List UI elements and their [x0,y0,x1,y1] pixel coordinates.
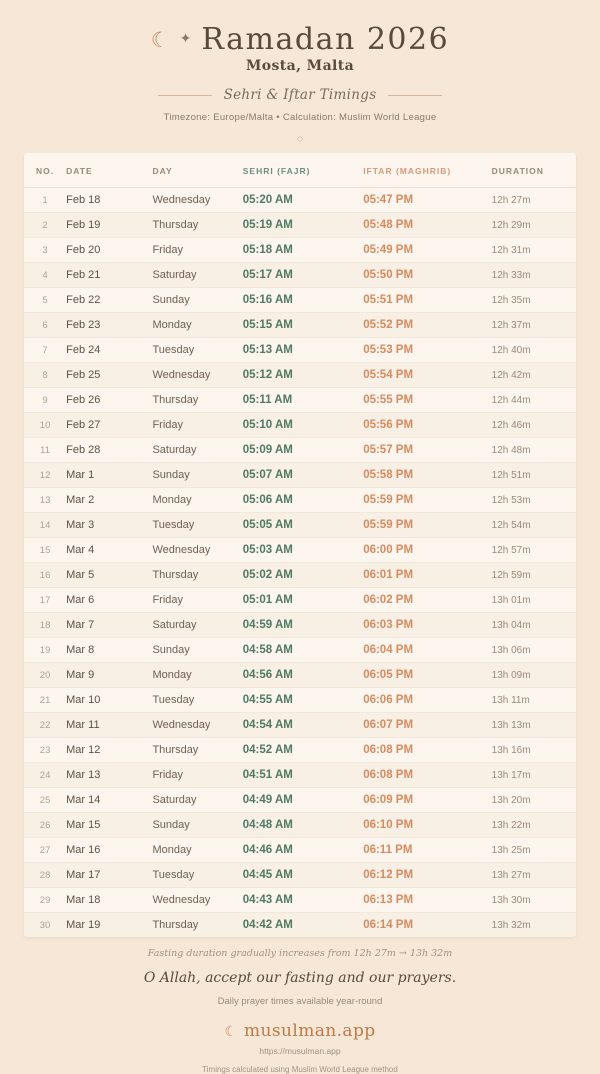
table-row [24,913,576,938]
column-header-day: DAY [152,153,242,188]
table-row [24,463,576,488]
row-date: Mar 14 [66,788,152,813]
row-duration: 12h 59m [492,563,576,588]
row-number: 18 [24,613,66,638]
row-day: Sunday [152,463,242,488]
row-sehri-time: 05:15 AM [243,313,363,338]
row-number: 10 [24,413,66,438]
row-day: Tuesday [152,513,242,538]
table-row [24,663,576,688]
row-duration: 13h 27m [492,863,576,888]
row-duration: 13h 09m [492,663,576,688]
row-day: Wednesday [152,538,242,563]
row-day: Monday [152,838,242,863]
row-sehri-time: 05:19 AM [243,213,363,238]
table-body [24,188,576,938]
row-day: Sunday [152,813,242,838]
row-sehri-time: 05:01 AM [243,588,363,613]
row-duration: 13h 11m [492,688,576,713]
row-sehri-time: 04:43 AM [243,888,363,913]
row-number: 27 [24,838,66,863]
row-number: 13 [24,488,66,513]
row-iftar-time: 06:08 PM [363,763,491,788]
table-row [24,413,576,438]
row-number: 22 [24,713,66,738]
row-day: Friday [152,588,242,613]
row-date: Mar 8 [66,638,152,663]
row-date: Mar 17 [66,863,152,888]
row-sehri-time: 05:06 AM [243,488,363,513]
row-iftar-time: 06:13 PM [363,888,491,913]
row-day: Friday [152,413,242,438]
dua-text: O Allah, accept our fasting and our prayers. [143,970,457,986]
row-day: Tuesday [152,688,242,713]
row-iftar-time: 06:07 PM [363,713,491,738]
row-sehri-time: 05:12 AM [243,363,363,388]
row-date: Mar 12 [66,738,152,763]
row-day: Sunday [152,638,242,663]
table-row [24,538,576,563]
row-sehri-time: 05:03 AM [243,538,363,563]
row-sehri-time: 05:05 AM [243,513,363,538]
row-iftar-time: 05:52 PM [363,313,491,338]
row-iftar-time: 05:53 PM [363,338,491,363]
row-number: 20 [24,663,66,688]
row-date: Mar 7 [66,613,152,638]
row-iftar-time: 05:47 PM [363,188,491,213]
row-number: 12 [24,463,66,488]
row-date: Mar 2 [66,488,152,513]
row-day: Saturday [152,788,242,813]
row-number: 15 [24,538,66,563]
row-day: Sunday [152,288,242,313]
row-day: Wednesday [152,188,242,213]
row-iftar-time: 06:00 PM [363,538,491,563]
row-number: 8 [24,363,66,388]
row-day: Friday [152,238,242,263]
row-date: Mar 10 [66,688,152,713]
row-duration: 13h 01m [492,588,576,613]
table-row [24,638,576,663]
row-duration: 12h 46m [492,413,576,438]
row-sehri-time: 04:59 AM [243,613,363,638]
row-day: Monday [152,488,242,513]
column-header-duration: DURATION [492,153,576,188]
row-number: 3 [24,238,66,263]
row-duration: 13h 13m [492,713,576,738]
row-date: Feb 22 [66,288,152,313]
row-day: Wednesday [152,713,242,738]
row-duration: 13h 06m [492,638,576,663]
row-number: 2 [24,213,66,238]
row-date: Mar 9 [66,663,152,688]
table-row [24,738,576,763]
page-title: Ramadan 2026 [201,22,450,57]
table-row [24,713,576,738]
row-duration: 13h 20m [492,788,576,813]
row-date: Mar 19 [66,913,152,938]
location-label: Mosta, Malta [245,58,355,74]
row-duration: 12h 54m [492,513,576,538]
row-date: Mar 1 [66,463,152,488]
page-header [24,0,576,143]
row-sehri-time: 05:17 AM [243,263,363,288]
row-number: 5 [24,288,66,313]
row-iftar-time: 05:55 PM [363,388,491,413]
brand-row[interactable] [24,1021,576,1041]
row-number: 16 [24,563,66,588]
row-duration: 12h 29m [492,213,576,238]
row-day: Saturday [152,613,242,638]
row-number: 14 [24,513,66,538]
row-date: Mar 5 [66,563,152,588]
row-number: 23 [24,738,66,763]
timings-table-card [24,153,576,937]
row-iftar-time: 05:59 PM [363,488,491,513]
crescent-moon-icon: ☾ [150,29,170,52]
column-header-no: NO. [24,153,66,188]
row-sehri-time: 04:56 AM [243,663,363,688]
row-date: Feb 18 [66,188,152,213]
table-row [24,363,576,388]
row-number: 29 [24,888,66,913]
row-sehri-time: 04:46 AM [243,838,363,863]
row-sehri-time: 04:54 AM [243,713,363,738]
row-date: Mar 16 [66,838,152,863]
row-number: 6 [24,313,66,338]
row-date: Mar 3 [66,513,152,538]
column-header-iftar: IFTAR (MAGHRIB) [363,153,491,188]
row-date: Mar 11 [66,713,152,738]
row-iftar-time: 06:02 PM [363,588,491,613]
row-day: Thursday [152,738,242,763]
row-duration: 12h 27m [492,188,576,213]
table-row [24,513,576,538]
row-iftar-time: 05:51 PM [363,288,491,313]
table-row [24,238,576,263]
row-date: Feb 20 [66,238,152,263]
row-duration: 12h 31m [492,238,576,263]
row-duration: 12h 35m [492,288,576,313]
row-duration: 13h 17m [492,763,576,788]
row-iftar-time: 06:12 PM [363,863,491,888]
row-sehri-time: 05:13 AM [243,338,363,363]
table-row [24,613,576,638]
brand-crescent-moon-icon: ☾ [224,1023,238,1039]
row-iftar-time: 05:54 PM [363,363,491,388]
diamond-ornament-icon: ◇ [296,134,304,143]
table-header [24,153,576,188]
row-iftar-time: 06:03 PM [363,613,491,638]
timings-table [24,153,576,937]
row-number: 21 [24,688,66,713]
row-date: Feb 19 [66,213,152,238]
row-sehri-time: 04:58 AM [243,638,363,663]
row-sehri-time: 04:48 AM [243,813,363,838]
row-day: Wednesday [152,888,242,913]
row-duration: 13h 25m [492,838,576,863]
row-iftar-time: 06:10 PM [363,813,491,838]
duration-note: Fasting duration gradually increases from 12h 27m → 13h 32m [147,948,453,959]
row-day: Tuesday [152,338,242,363]
table-row [24,438,576,463]
row-iftar-time: 05:57 PM [363,438,491,463]
row-date: Mar 6 [66,588,152,613]
row-iftar-time: 06:01 PM [363,563,491,588]
row-iftar-time: 06:06 PM [363,688,491,713]
row-day: Wednesday [152,363,242,388]
table-row [24,688,576,713]
row-day: Saturday [152,438,242,463]
row-iftar-time: 06:11 PM [363,838,491,863]
row-day: Thursday [152,563,242,588]
table-row [24,563,576,588]
row-number: 1 [24,188,66,213]
table-row [24,588,576,613]
row-date: Mar 18 [66,888,152,913]
star-icon: ✦ [179,29,192,46]
row-sehri-time: 04:49 AM [243,788,363,813]
row-number: 19 [24,638,66,663]
row-day: Saturday [152,263,242,288]
row-day: Thursday [152,913,242,938]
row-day: Thursday [152,213,242,238]
row-date: Mar 13 [66,763,152,788]
row-date: Feb 23 [66,313,152,338]
row-day: Tuesday [152,863,242,888]
table-row [24,788,576,813]
row-duration: 12h 33m [492,263,576,288]
row-sehri-time: 05:02 AM [243,563,363,588]
row-number: 9 [24,388,66,413]
row-iftar-time: 05:49 PM [363,238,491,263]
row-sehri-time: 05:09 AM [243,438,363,463]
row-sehri-time: 05:20 AM [243,188,363,213]
table-row [24,488,576,513]
row-iftar-time: 05:48 PM [363,213,491,238]
row-number: 26 [24,813,66,838]
divider-right [388,95,442,96]
row-iftar-time: 06:08 PM [363,738,491,763]
row-iftar-time: 06:09 PM [363,788,491,813]
row-sehri-time: 04:52 AM [243,738,363,763]
row-number: 7 [24,338,66,363]
table-row [24,838,576,863]
row-duration: 12h 53m [492,488,576,513]
table-row [24,288,576,313]
column-header-sehri: SEHRI (FAJR) [243,153,363,188]
row-duration: 12h 44m [492,388,576,413]
row-date: Feb 26 [66,388,152,413]
row-duration: 12h 48m [492,438,576,463]
table-row [24,213,576,238]
row-date: Mar 4 [66,538,152,563]
row-duration: 13h 16m [492,738,576,763]
table-row [24,388,576,413]
table-row [24,763,576,788]
subtitle: Sehri & Iftar Timings [223,87,377,103]
row-sehri-time: 04:55 AM [243,688,363,713]
row-duration: 12h 51m [492,463,576,488]
brand-name[interactable]: musulman.app [244,1021,376,1041]
row-number: 4 [24,263,66,288]
row-number: 17 [24,588,66,613]
row-sehri-time: 05:18 AM [243,238,363,263]
row-sehri-time: 04:45 AM [243,863,363,888]
row-date: Feb 27 [66,413,152,438]
row-duration: 12h 42m [492,363,576,388]
availability-note: Daily prayer times available year-round [217,996,383,1007]
row-day: Friday [152,763,242,788]
row-sehri-time: 04:42 AM [243,913,363,938]
row-iftar-time: 05:58 PM [363,463,491,488]
brand-url[interactable]: https://musulman.app [259,1046,341,1056]
timezone-calculation-meta: Timezone: Europe/Malta • Calculation: Muslim World League [163,112,437,123]
row-duration: 13h 30m [492,888,576,913]
row-number: 24 [24,763,66,788]
row-iftar-time: 06:04 PM [363,638,491,663]
row-duration: 12h 57m [492,538,576,563]
row-day: Monday [152,663,242,688]
row-number: 28 [24,863,66,888]
row-day: Monday [152,313,242,338]
title-row [24,22,576,57]
divider-left [158,95,212,96]
row-sehri-time: 04:51 AM [243,763,363,788]
row-duration: 12h 40m [492,338,576,363]
row-day: Thursday [152,388,242,413]
row-date: Feb 24 [66,338,152,363]
subtitle-row [24,87,576,103]
row-iftar-time: 05:50 PM [363,263,491,288]
row-number: 30 [24,913,66,938]
table-row [24,188,576,213]
row-duration: 13h 04m [492,613,576,638]
row-duration: 12h 37m [492,313,576,338]
row-iftar-time: 05:56 PM [363,413,491,438]
table-row [24,338,576,363]
row-date: Feb 25 [66,363,152,388]
row-iftar-time: 06:14 PM [363,913,491,938]
row-date: Feb 21 [66,263,152,288]
row-date: Mar 15 [66,813,152,838]
table-row [24,313,576,338]
table-row [24,263,576,288]
row-sehri-time: 05:16 AM [243,288,363,313]
row-sehri-time: 05:10 AM [243,413,363,438]
row-sehri-time: 05:11 AM [243,388,363,413]
row-date: Feb 28 [66,438,152,463]
table-row [24,888,576,913]
row-number: 25 [24,788,66,813]
column-header-date: DATE [66,153,152,188]
calculation-method-note: Timings calculated using Muslim World League method [202,1065,398,1074]
row-iftar-time: 06:05 PM [363,663,491,688]
row-duration: 13h 22m [492,813,576,838]
table-header-row [24,153,576,188]
row-iftar-time: 05:59 PM [363,513,491,538]
row-number: 11 [24,438,66,463]
row-duration: 13h 32m [492,913,576,938]
table-row [24,863,576,888]
row-sehri-time: 05:07 AM [243,463,363,488]
table-row [24,813,576,838]
